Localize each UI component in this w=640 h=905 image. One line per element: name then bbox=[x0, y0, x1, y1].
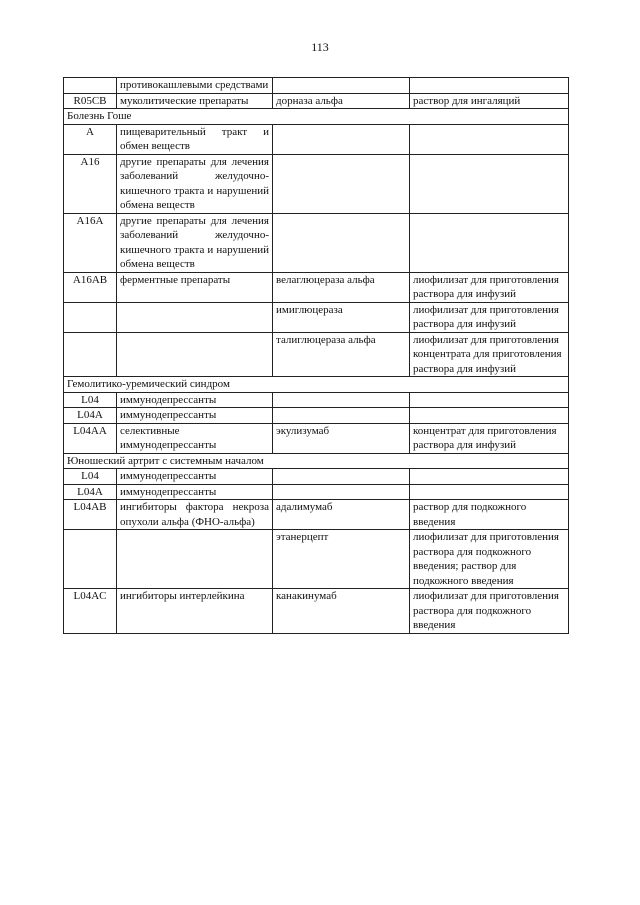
section-title: Юношеский артрит с системным началом bbox=[64, 453, 569, 469]
code-cell: R05CB bbox=[64, 93, 117, 109]
form-cell bbox=[410, 408, 569, 424]
table-row bbox=[64, 408, 569, 424]
drug-cell: имиглюцераза bbox=[273, 302, 410, 332]
drug-cell bbox=[273, 408, 410, 424]
drug-cell bbox=[273, 469, 410, 485]
group-cell: противокашлевыми средствами bbox=[117, 78, 273, 94]
group-cell: иммунодепрессанты bbox=[117, 484, 273, 500]
code-cell bbox=[64, 332, 117, 377]
form-cell bbox=[410, 469, 569, 485]
form-cell bbox=[410, 154, 569, 213]
table-row bbox=[64, 213, 569, 272]
table-row bbox=[64, 93, 569, 109]
group-cell: ферментные препараты bbox=[117, 272, 273, 302]
drug-cell: экулизумаб bbox=[273, 423, 410, 453]
form-cell bbox=[410, 124, 569, 154]
code-cell bbox=[64, 530, 117, 589]
group-cell: иммунодепрессанты bbox=[117, 392, 273, 408]
table-row bbox=[64, 332, 569, 377]
drug-cell bbox=[273, 392, 410, 408]
drug-cell: канакинумаб bbox=[273, 589, 410, 634]
group-cell: другие препараты для лечения заболеваний желудочно-кишечного тракта и нарушений обмена веществ bbox=[117, 154, 273, 213]
form-cell: лиофилизат для приготовления раствора для инфузий bbox=[410, 302, 569, 332]
drug-cell: велаглюцераза альфа bbox=[273, 272, 410, 302]
group-cell: другие препараты для лечения заболеваний желудочно-кишечного тракта и нарушений обмена веществ bbox=[117, 213, 273, 272]
table-row bbox=[64, 392, 569, 408]
drug-cell bbox=[273, 78, 410, 94]
table-row bbox=[64, 78, 569, 94]
form-cell: лиофилизат для приготовления раствора для инфузий bbox=[410, 272, 569, 302]
form-cell bbox=[410, 213, 569, 272]
table-row bbox=[64, 124, 569, 154]
form-cell: лиофилизат для приготовления концентрата для приготовления раствора для инфузий bbox=[410, 332, 569, 377]
code-cell: L04AA bbox=[64, 423, 117, 453]
section-row bbox=[64, 109, 569, 125]
group-cell bbox=[117, 530, 273, 589]
drug-cell bbox=[273, 484, 410, 500]
group-cell: иммунодепрессанты bbox=[117, 408, 273, 424]
group-cell: селективные иммунодепрессанты bbox=[117, 423, 273, 453]
drug-cell: дорназа альфа bbox=[273, 93, 410, 109]
table-row bbox=[64, 484, 569, 500]
group-cell bbox=[117, 302, 273, 332]
form-cell: лиофилизат для приготовления раствора для подкожного введения; раствор для подкожного введения bbox=[410, 530, 569, 589]
group-cell: муколитические препараты bbox=[117, 93, 273, 109]
form-cell bbox=[410, 484, 569, 500]
code-cell: L04A bbox=[64, 484, 117, 500]
table-row bbox=[64, 469, 569, 485]
table-row bbox=[64, 423, 569, 453]
drug-cell bbox=[273, 213, 410, 272]
section-row bbox=[64, 453, 569, 469]
drug-cell: адалимумаб bbox=[273, 500, 410, 530]
table-row bbox=[64, 154, 569, 213]
table-row bbox=[64, 530, 569, 589]
code-cell: A16 bbox=[64, 154, 117, 213]
drug-cell bbox=[273, 124, 410, 154]
code-cell: A16AB bbox=[64, 272, 117, 302]
code-cell: L04AB bbox=[64, 500, 117, 530]
form-cell: раствор для подкожного введения bbox=[410, 500, 569, 530]
form-cell: лиофилизат для приготовления раствора для подкожного введения bbox=[410, 589, 569, 634]
code-cell: A16A bbox=[64, 213, 117, 272]
code-cell bbox=[64, 302, 117, 332]
page-number: 113 bbox=[311, 40, 329, 54]
form-cell bbox=[410, 392, 569, 408]
group-cell: пищеварительный тракт и обмен веществ bbox=[117, 124, 273, 154]
table-row bbox=[64, 272, 569, 302]
form-cell: раствор для ингаляций bbox=[410, 93, 569, 109]
code-cell: L04AC bbox=[64, 589, 117, 634]
group-cell: ингибиторы интерлейкина bbox=[117, 589, 273, 634]
form-cell bbox=[410, 78, 569, 94]
code-cell: L04 bbox=[64, 469, 117, 485]
section-title: Болезнь Гоше bbox=[64, 109, 569, 125]
form-cell: концентрат для приготовления раствора для инфузий bbox=[410, 423, 569, 453]
table-row bbox=[64, 302, 569, 332]
drug-cell bbox=[273, 154, 410, 213]
code-cell bbox=[64, 78, 117, 94]
drug-table-body bbox=[64, 78, 569, 634]
drug-cell: этанерцепт bbox=[273, 530, 410, 589]
group-cell: иммунодепрессанты bbox=[117, 469, 273, 485]
code-cell: A bbox=[64, 124, 117, 154]
group-cell bbox=[117, 332, 273, 377]
table-row bbox=[64, 500, 569, 530]
group-cell: ингибиторы фактора некроза опухоли альфа (ФНО-альфа) bbox=[117, 500, 273, 530]
drug-cell: талиглюцераза альфа bbox=[273, 332, 410, 377]
section-title: Гемолитико-уремический синдром bbox=[64, 377, 569, 393]
code-cell: L04A bbox=[64, 408, 117, 424]
section-row bbox=[64, 377, 569, 393]
code-cell: L04 bbox=[64, 392, 117, 408]
drug-table bbox=[63, 77, 569, 634]
table-row bbox=[64, 589, 569, 634]
